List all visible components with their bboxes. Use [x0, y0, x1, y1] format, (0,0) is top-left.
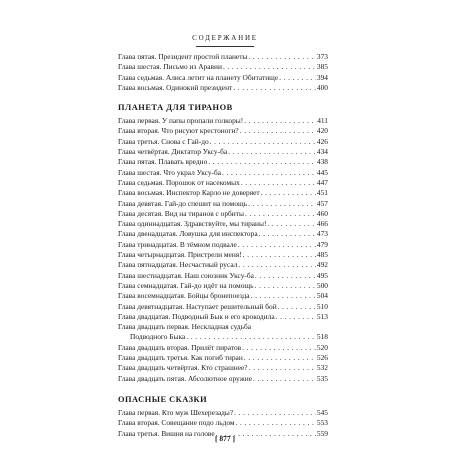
- entry-page: 532: [316, 363, 328, 373]
- toc-entry: [118, 199, 328, 209]
- toc-entry: [118, 363, 328, 373]
- entry-title: Глава седьмая. Порошок от насекомых: [118, 177, 240, 187]
- intro-entries: [118, 52, 328, 93]
- page-number: [ 877 ]: [215, 434, 235, 443]
- entry-page: 492: [316, 260, 328, 270]
- entry-title: Глава пятая. Президент простой планеты: [118, 52, 248, 61]
- toc-entry: [118, 168, 328, 178]
- toc-entry: [118, 52, 328, 62]
- header-rule: [196, 46, 254, 47]
- dot-leader: [210, 137, 316, 147]
- dot-leader: [236, 418, 316, 428]
- dot-leader: [208, 157, 316, 167]
- dot-leader: [238, 260, 316, 270]
- toc-entry: [118, 73, 328, 83]
- running-head: СОДЕРЖАНИЕ: [192, 34, 258, 42]
- entry-page: 485: [316, 250, 328, 260]
- entry-title: Глава девятнадцатая. Наступает решительный бой: [118, 301, 277, 311]
- entry-page: 411: [317, 116, 328, 126]
- dot-leader: [243, 250, 316, 260]
- toc-entry: [118, 188, 328, 198]
- entry-title: Глава восьмая. Одинокий президент: [118, 82, 233, 92]
- entry-page: 460: [316, 208, 328, 218]
- toc-entry: [118, 302, 328, 312]
- toc-entry: [118, 240, 328, 250]
- dot-leader: [261, 188, 316, 198]
- entry-page: 553: [316, 418, 328, 428]
- entry-page: 394: [316, 72, 328, 82]
- dot-leader: [222, 168, 316, 178]
- entry-title: Глава двадцатая. Подводный Бык и его крокодила: [118, 311, 275, 321]
- section-entries: [118, 343, 328, 384]
- toc-entry: [118, 418, 328, 428]
- entry-title: Глава тринадцатая. В тёмном подвале: [118, 239, 237, 249]
- entry-page: 445: [316, 167, 328, 177]
- toc-entry: [118, 83, 328, 93]
- entry-page: 400: [316, 82, 328, 92]
- toc-entry: [118, 116, 328, 126]
- entry-page: 451: [316, 188, 328, 198]
- entry-page: 559: [316, 428, 328, 438]
- toc-entry: [118, 250, 328, 260]
- entry-page: 473: [316, 229, 328, 239]
- toc-entry: [118, 332, 328, 342]
- entry-title: Глава вторая. Что рисуют крестоноги?: [118, 126, 239, 136]
- entry-page: 535: [316, 373, 328, 383]
- entry-title: Глава двенадцатая. Ловушка для инспектора: [118, 229, 258, 239]
- dot-leader: [244, 353, 316, 363]
- dot-leader: [233, 83, 316, 93]
- entry-page: 513: [316, 311, 328, 321]
- table-of-contents: [118, 52, 328, 439]
- section-entries: [118, 116, 328, 322]
- toc-entry: [118, 353, 328, 363]
- entry-title: Глава двадцать первая. Нескладная судьба: [118, 322, 252, 332]
- entry-title: Глава пятнадцатая. Несчастный русал: [118, 260, 238, 270]
- dot-leader: [245, 209, 316, 219]
- section-title: ПЛАНЕТА ДЛЯ ТИРАНОВ: [118, 103, 233, 113]
- toc-entry: [118, 126, 328, 136]
- dot-leader: [279, 73, 316, 83]
- dot-leader: [241, 178, 316, 188]
- entry-title: Глава восьмая. Инспектор Карло не доверяет: [118, 188, 260, 198]
- entry-title: Глава девятая. Гай-до спешит на помощь: [118, 198, 248, 208]
- entry-page: 504: [316, 291, 328, 301]
- entry-title: Глава восемнадцатая. Бойцы бронепоезда: [118, 291, 250, 301]
- entry-title: Глава седьмая. Алиса летит на планету Обитатище: [118, 72, 279, 82]
- entry-page: 495: [316, 270, 328, 280]
- dot-leader: [253, 374, 316, 384]
- entry-page: 447: [316, 177, 328, 187]
- section-title: ОПАСНЫЕ СКАЗКИ: [118, 394, 208, 404]
- entry-page: 426: [316, 136, 328, 146]
- entry-title: Глава шестая. Что украл Уксу-ба: [118, 167, 222, 177]
- entry-page: 500: [316, 280, 328, 290]
- entry-title: Глава пятая. Плавать вредно: [118, 157, 208, 167]
- toc-entry: [118, 157, 328, 167]
- toc-entry: [118, 374, 328, 384]
- toc-entry: [118, 408, 328, 418]
- entry-page: 466: [316, 219, 328, 229]
- entry-page: 510: [316, 301, 328, 311]
- toc-entry: [118, 137, 328, 147]
- entry-title: Глава двадцать вторая. Прилёт пиратов: [118, 342, 242, 352]
- dot-leader: [267, 219, 315, 229]
- dot-leader: [276, 312, 316, 322]
- dot-leader: [278, 302, 316, 312]
- entry-title: Глава вторая. Совещание подо льдом: [118, 418, 235, 428]
- entry-page: 373: [316, 52, 328, 61]
- dot-leader: [242, 343, 316, 353]
- dot-leader: [238, 240, 316, 250]
- entry-title: Глава третья. Снова с Гай-до: [118, 136, 209, 146]
- entry-page: 526: [316, 353, 328, 363]
- entry-page: 385: [316, 62, 328, 72]
- toc-entry: [118, 291, 328, 301]
- dot-leader: [248, 199, 316, 209]
- toc-entry: [118, 219, 328, 229]
- entry-title: Глава шестнадцатая. Наш союзник Уксу-ба: [118, 270, 254, 280]
- dot-leader: [255, 271, 316, 281]
- toc-entry: [118, 343, 328, 353]
- toc-entry: [118, 312, 328, 322]
- dot-leader: [248, 52, 316, 62]
- dot-leader: [254, 281, 315, 291]
- toc-entry-line: [118, 322, 328, 332]
- entry-page: 545: [316, 407, 328, 417]
- dot-leader: [240, 126, 316, 136]
- toc-entry: [118, 178, 328, 188]
- toc-entry: [118, 281, 328, 291]
- dot-leader: [234, 408, 316, 418]
- entry-title: Глава одиннадцатая. Здравствуйте, мы тираны!: [118, 219, 267, 229]
- entry-title: Глава двадцать пятая. Абсолютное оружие: [118, 373, 252, 383]
- dot-leader: [251, 291, 316, 301]
- entry-title: Глава третья. Вишня на голове: [118, 428, 215, 438]
- entry-title: Подводного Быка: [130, 332, 186, 342]
- entry-page: 457: [316, 198, 328, 208]
- dot-leader: [223, 62, 316, 72]
- toc-entry: [118, 271, 328, 281]
- entry-page: 479: [316, 239, 328, 249]
- entry-page: 518: [316, 332, 328, 342]
- dot-leader: [249, 363, 316, 373]
- entry-page: 434: [316, 147, 328, 157]
- entry-title: Глава двадцать третья. Как погиб тиран: [118, 353, 243, 363]
- toc-entry: [118, 229, 328, 239]
- entry-page: 438: [316, 157, 328, 167]
- toc-entry: [118, 209, 328, 219]
- dot-leader: [244, 116, 316, 126]
- dot-leader: [259, 229, 316, 239]
- toc-entry: [118, 62, 328, 72]
- toc-entry: [118, 260, 328, 270]
- entry-title: Глава семнадцатая. Гай-до идёт на помощь: [118, 280, 254, 290]
- entry-page: 420: [316, 126, 328, 136]
- entry-title: Глава двадцать четвёртая. Кто страшнее?: [118, 363, 248, 373]
- entry-page: 520: [316, 342, 328, 352]
- entry-title: Глава шестая. Письмо из Аравии: [118, 62, 222, 72]
- dot-leader: [228, 147, 316, 157]
- dot-leader: [186, 332, 316, 342]
- entry-title: Глава десятая. Вид на тиранов с орбиты: [118, 208, 244, 218]
- entry-title: Глава первая. Кто муж Шехерезады?: [118, 407, 234, 417]
- entry-title: Глава четвёртая. Диктатор Уксу-ба: [118, 147, 228, 157]
- entry-title: Глава четырнадцатая. Пристрели меня!: [118, 250, 242, 260]
- entry-title: Глава первая. У папы пропали голкоры!: [118, 116, 244, 126]
- toc-entry: [118, 147, 328, 157]
